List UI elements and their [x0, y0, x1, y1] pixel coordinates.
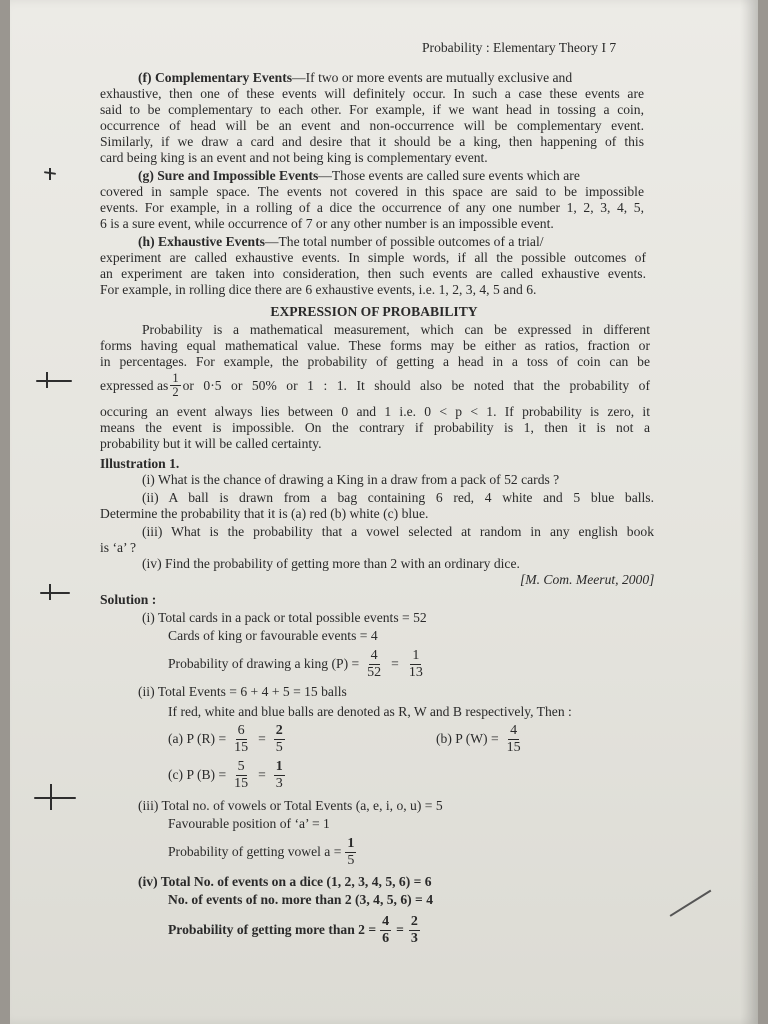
solution-2-line-2: If red, white and blue balls are denoted as R, W and B respectively, Then : — [168, 704, 572, 719]
solution-2a-fraction-1 — [232, 723, 250, 756]
illustration-heading: Illustration 1. — [100, 456, 180, 471]
pencil-stroke — [670, 890, 712, 917]
solution-1-probability — [168, 648, 427, 680]
solution-4-prob-label: Probability of getting more than 2 = — [168, 922, 377, 937]
solution-2a — [168, 722, 287, 756]
frac-numerator: 1 — [412, 647, 420, 663]
section-f-first-line — [138, 70, 644, 86]
margin-pen-tick — [46, 372, 48, 388]
illustration-q1: (i) What is the chance of drawing a King in a draw from a pack of 52 cards ? — [142, 472, 560, 487]
illustration-q3a: (iii) What is the probability that a vowel selected at random in any english book — [142, 524, 654, 539]
half-fraction — [170, 372, 180, 399]
section-f-line-0: —If two or more events are mutually exclusive and — [292, 70, 573, 85]
solution-2a-label: (a) P (R) = — [168, 731, 227, 746]
frac-denominator: 3 — [275, 775, 283, 791]
equals-sign: = — [258, 767, 266, 782]
expression-fraction-line — [100, 372, 650, 399]
solution-3-line-2: Favourable position of ‘a’ = 1 — [168, 816, 330, 831]
frac-denominator: 15 — [506, 739, 521, 755]
frac-denominator: 13 — [408, 664, 423, 680]
frac-numerator: 5 — [237, 758, 245, 774]
section-g-line-2: events. For example, in a rolling of a dice the occurrence of any one number 1, 2, 3, 4, 5, — [100, 200, 644, 215]
solution-1-prob-label: Probability of drawing a king (P) = — [168, 656, 360, 671]
expression-before: expressed as — [100, 377, 169, 393]
frac-denominator: 3 — [410, 930, 418, 946]
running-head: Probability : Elementary Theory I 7 — [422, 40, 617, 55]
solution-4-line-1: (iv) Total No. of events on a dice (1, 2, 3, 4, 5, 6) = 6 — [138, 874, 432, 889]
expression-line-0: Probability is a mathematical measurement, which can be expressed in different — [142, 322, 650, 337]
frac-numerator: 2 — [275, 722, 283, 738]
solution-heading: Solution : — [100, 592, 157, 607]
frac-numerator: 4 — [370, 647, 378, 663]
expression-line2-0: occuring an event always lies between 0 and 1 i.e. 0 < p < 1. If probability is zero, it — [100, 404, 650, 419]
frac-numerator: 6 — [237, 722, 245, 738]
margin-pen-tick — [50, 784, 52, 810]
illustration-q3b: is ‘a’ ? — [100, 540, 136, 555]
solution-2b — [436, 722, 525, 756]
section-f-line-4: Similarly, if we draw a card and desire that it should be a king, then happening of this — [100, 134, 644, 149]
solution-3-fraction — [345, 836, 356, 869]
section-g-line-3: 6 is a sure event, while occurrence of 7 or any other number is an impossible event. — [100, 216, 554, 231]
solution-2c — [168, 758, 287, 792]
solution-3-probability — [168, 834, 358, 870]
frac-numerator: 1 — [275, 758, 283, 774]
solution-2a-fraction-2 — [274, 723, 285, 756]
solution-4-fraction-1 — [380, 914, 391, 947]
expression-after: or 0·5 or 50% or 1 : 1. It should also be noted that the probability of — [182, 377, 650, 393]
solution-1-line-2: Cards of king or favourable events = 4 — [168, 628, 378, 643]
margin-pen-mark — [34, 797, 76, 799]
section-h-lead: (h) Exhaustive Events — [138, 234, 265, 249]
frac-numerator: 2 — [410, 913, 418, 929]
section-g-line-1: covered in sample space. The events not covered in this space are said to be impossible — [100, 184, 644, 199]
expression-line2-1: means the event is impossible. On the contrary if probability is 1, then it is not a — [100, 420, 650, 435]
illustration-source: [M. Com. Meerut, 2000] — [520, 572, 655, 587]
solution-4-probability — [168, 912, 422, 948]
illustration-q2a: (ii) A ball is drawn from a bag containing 6 red, 4 white and 5 blue balls. — [142, 490, 654, 505]
expression-line-1: forms having equal mathematical value. These forms may be either as ratios, fraction or — [100, 338, 650, 353]
frac-denominator: 15 — [234, 739, 249, 755]
frac-denominator: 5 — [275, 739, 283, 755]
solution-3-prob-label: Probability of getting vowel a = — [168, 844, 342, 859]
frac-denominator: 6 — [382, 930, 390, 946]
illustration-q2b: Determine the probability that it is (a) red (b) white (c) blue. — [100, 506, 429, 521]
frac-denominator: 5 — [347, 852, 355, 868]
margin-pen-tick — [49, 168, 51, 180]
solution-1-fraction-2 — [407, 648, 425, 681]
solution-2c-fraction-1 — [232, 759, 250, 792]
margin-pen-mark — [36, 380, 72, 382]
solution-4-line-2: No. of events of no. more than 2 (3, 4, 5, 6) = 4 — [168, 892, 433, 907]
half-numerator: 1 — [172, 371, 179, 385]
section-f-line-1: exhaustive, then one of these events will definitely occur. In such a case these events are — [100, 86, 644, 101]
margin-pen-mark — [40, 592, 70, 594]
page-fold-shadow — [740, 0, 758, 1024]
half-denominator: 2 — [172, 385, 179, 399]
expression-line-2: in percentages. For example, the probability of getting a head in a toss of coin can be — [100, 354, 650, 369]
solution-1-fraction-1 — [365, 648, 383, 681]
section-f-lead: (f) Complementary Events — [138, 70, 293, 85]
section-h-line-1: experiment are called exhaustive events. In simple words, if all the possible outcomes of — [100, 250, 646, 265]
section-f-line-3: occurrence of head will be an event and non-occurrence will be complementary event. — [100, 118, 644, 133]
book-page — [10, 0, 758, 1024]
solution-2b-label: (b) P (W) = — [436, 731, 499, 746]
frac-numerator: 4 — [510, 722, 518, 738]
solution-2b-fraction — [505, 723, 523, 756]
illustration-q4: (iv) Find the probability of getting more than 2 with an ordinary dice. — [142, 556, 520, 571]
solution-3-line-1: (iii) Total no. of vowels or Total Events (a, e, i, o, u) = 5 — [138, 798, 443, 813]
section-f-line-2: said to be complementary to each other. For example, if we want head in tossing a coin, — [100, 102, 644, 117]
solution-2-line-1: (ii) Total Events = 6 + 4 + 5 = 15 balls — [138, 684, 347, 699]
section-g-line-0: —Those events are called sure events which are — [318, 168, 580, 183]
equals-sign: = — [391, 656, 399, 671]
section-h-line-3: For example, in rolling dice there are 6 exhaustive events, i.e. 1, 2, 3, 4, 5 and 6. — [100, 282, 537, 297]
section-h-line-2: an experiment are taken into consideration, then such events are called exhaustive events. — [100, 266, 646, 281]
expression-line2-2: probability but it will be called certainty. — [100, 436, 322, 451]
equals-sign: = — [396, 922, 404, 937]
solution-4-fraction-2 — [409, 914, 420, 947]
frac-numerator: 4 — [382, 913, 390, 929]
section-h-line-0: —The total number of possible outcomes of a trial/ — [264, 234, 544, 249]
solution-1-line-1: (i) Total cards in a pack or total possible events = 52 — [142, 610, 427, 625]
frac-denominator: 52 — [367, 664, 382, 680]
frac-numerator: 1 — [347, 835, 355, 851]
margin-pen-tick — [49, 584, 51, 600]
expression-heading: EXPRESSION OF PROBABILITY — [270, 304, 478, 319]
section-f-line-5: card being king is an event and not being king is complementary event. — [100, 150, 488, 165]
equals-sign: = — [258, 731, 266, 746]
solution-2c-label: (c) P (B) = — [168, 767, 227, 782]
section-h-first-line — [138, 234, 646, 250]
section-g-first-line — [138, 168, 644, 184]
solution-2c-fraction-2 — [274, 759, 285, 792]
frac-denominator: 15 — [234, 775, 249, 791]
section-g-lead: (g) Sure and Impossible Events — [138, 168, 319, 183]
